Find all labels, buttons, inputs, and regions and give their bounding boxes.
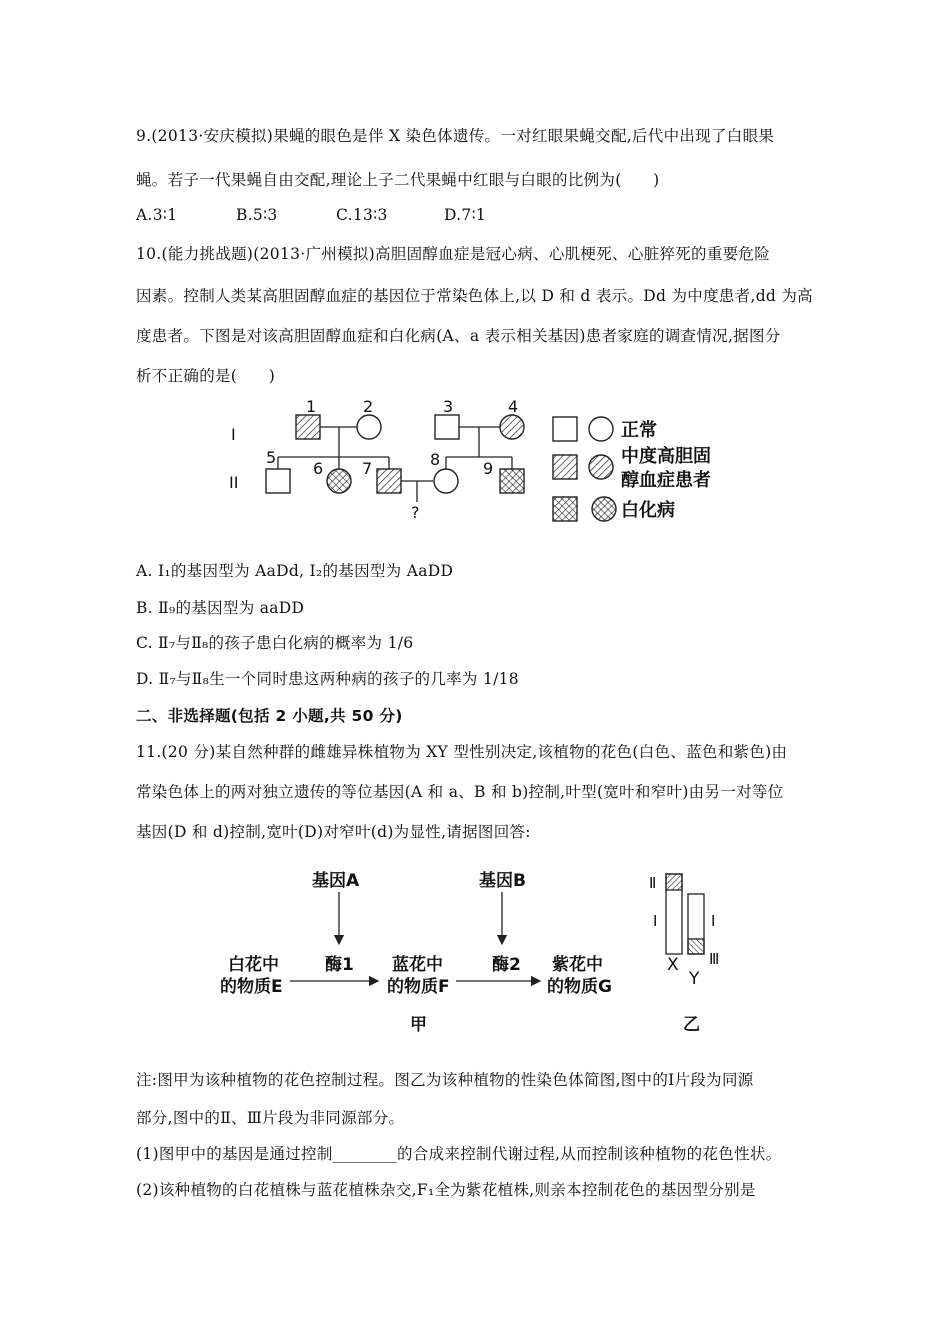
figure-yi-label: 乙 xyxy=(683,1015,700,1035)
label-7: 7 xyxy=(362,459,373,478)
individual-5 xyxy=(266,469,290,493)
substance-e-line1: 白花中 xyxy=(228,955,279,975)
generation-1-label: I xyxy=(231,425,236,444)
q11-stem-line1: 11.(20 分)某自然种群的雌雄异株植物为 XY 型性别决定,该植物的花色(白色、蓝色和紫色)由 xyxy=(136,743,788,761)
q9-stem-line2: 蝇。若子一代果蝇自由交配,理论上子二代果蝇中红眼与白眼的比例为( ) xyxy=(136,171,660,189)
label-2: 2 xyxy=(363,397,374,416)
segment-iii-label: Ⅲ xyxy=(709,950,720,968)
q10-option-a: A. Ⅰ₁的基因型为 AaDd, Ⅰ₂的基因型为 AaDD xyxy=(136,562,454,580)
label-1: 1 xyxy=(306,397,317,416)
individual-2 xyxy=(357,415,381,439)
legend-mid-text-2: 醇血症患者 xyxy=(621,470,711,491)
substance-e-line2: 的物质E xyxy=(220,977,283,997)
legend-normal-square xyxy=(553,417,577,441)
legend-mid-text-1: 中度高胆固 xyxy=(621,446,711,467)
q11-subquestion-1: (1)图甲中的基因是通过控制________的合成来控制代谢过程,从而控制该种植物的花色性状。 xyxy=(136,1145,782,1163)
y-label: Y xyxy=(689,969,700,989)
q11-stem-line3: 基因(D 和 d)控制,宽叶(D)对窄叶(d)为显性,请据图回答: xyxy=(136,823,531,841)
segment-ii-label: Ⅱ xyxy=(649,874,657,892)
offspring-label: ? xyxy=(411,503,420,522)
label-9: 9 xyxy=(483,459,494,478)
x-segment-ii xyxy=(666,874,682,890)
legend-mid-square xyxy=(553,455,577,479)
legend-mid-circle xyxy=(589,455,613,479)
legend-normal-text: 正常 xyxy=(621,420,657,441)
segment-i-right-label: Ⅰ xyxy=(711,912,716,930)
individual-6 xyxy=(327,469,351,493)
q10-stem-line3: 度患者。下图是对该高胆固醇血症和白化病(A、a 表示相关基因)患者家庭的调查情况,据图分 xyxy=(136,327,781,345)
enzyme-2-label: 酶2 xyxy=(492,955,521,975)
individual-3 xyxy=(435,415,459,439)
individual-8 xyxy=(434,469,458,493)
label-6: 6 xyxy=(313,459,324,478)
q11-subquestion-2: (2)该种植物的白花植株与蓝花植株杂交,F₁全为紫花植株,则亲本控制花色的基因型分别是 xyxy=(136,1181,756,1199)
q10-stem-line1: 10.(能力挑战题)(2013·广州模拟)高胆固醇血症是冠心病、心肌梗死、心脏猝死的重要危险 xyxy=(136,245,771,263)
q9-stem-line1: 9.(2013·安庆模拟)果蝇的眼色是伴 X 染色体遗传。一对红眼果蝇交配,后代中出现了白眼果 xyxy=(136,127,775,145)
q9-option-b: B.5∶3 xyxy=(236,206,278,224)
gene-a-label: 基因A xyxy=(312,871,360,891)
legend-normal-circle xyxy=(589,417,613,441)
legend-albino-square xyxy=(553,497,577,521)
x-label: X xyxy=(667,955,679,975)
substance-g-line1: 紫花中 xyxy=(552,955,603,975)
pedigree-diagram xyxy=(0,0,950,560)
figure-jia-label: 甲 xyxy=(410,1015,427,1035)
label-4: 4 xyxy=(508,397,519,416)
label-5: 5 xyxy=(266,448,277,467)
legend-albino-circle xyxy=(592,497,616,521)
y-segment-iii xyxy=(688,939,704,954)
segment-i-left-label: Ⅰ xyxy=(653,912,658,930)
q9-option-a: A.3∶1 xyxy=(136,206,178,224)
generation-2-label: II xyxy=(229,473,239,492)
q9-option-d: D.7∶1 xyxy=(444,206,487,224)
q9-option-c: C.13∶3 xyxy=(336,206,388,224)
individual-9 xyxy=(500,469,524,493)
q10-option-b: B. Ⅱ₉的基因型为 aaDD xyxy=(136,599,305,617)
individual-7 xyxy=(377,469,401,493)
q11-note-line1: 注:图甲为该种植物的花色控制过程。图乙为该种植物的性染色体简图,图中的Ⅰ片段为同源 xyxy=(136,1071,754,1089)
q10-stem-line4: 析不正确的是( ) xyxy=(136,367,276,385)
label-3: 3 xyxy=(443,397,454,416)
section-2-heading: 二、非选择题(包括 2 小题,共 50 分) xyxy=(136,707,403,725)
label-8: 8 xyxy=(430,450,441,469)
substance-g-line2: 的物质G xyxy=(547,977,612,997)
q11-stem-line2: 常染色体上的两对独立遗传的等位基因(A 和 a、B 和 b)控制,叶型(宽叶和窄叶)由另一对等位 xyxy=(136,783,784,801)
substance-f-line2: 的物质F xyxy=(387,977,450,997)
substance-f-line1: 蓝花中 xyxy=(392,955,443,975)
q10-option-c: C. Ⅱ₇与Ⅱ₈的孩子患白化病的概率为 1/6 xyxy=(136,634,414,652)
gene-b-label: 基因B xyxy=(479,871,526,891)
flower-color-figure xyxy=(0,860,950,1040)
q10-stem-line2: 因素。控制人类某高胆固醇血症的基因位于常染色体上,以 D 和 d 表示。Dd 为中度患者,dd 为高 xyxy=(136,287,813,305)
legend-albino-text: 白化病 xyxy=(621,500,675,521)
individual-1 xyxy=(296,415,320,439)
q10-option-d: D. Ⅱ₇与Ⅱ₈生一个同时患这两种病的孩子的几率为 1/18 xyxy=(136,670,519,688)
enzyme-1-label: 酶1 xyxy=(325,955,354,975)
q11-note-line2: 部分,图中的Ⅱ、Ⅲ片段为非同源部分。 xyxy=(136,1109,405,1127)
individual-4 xyxy=(500,415,524,439)
